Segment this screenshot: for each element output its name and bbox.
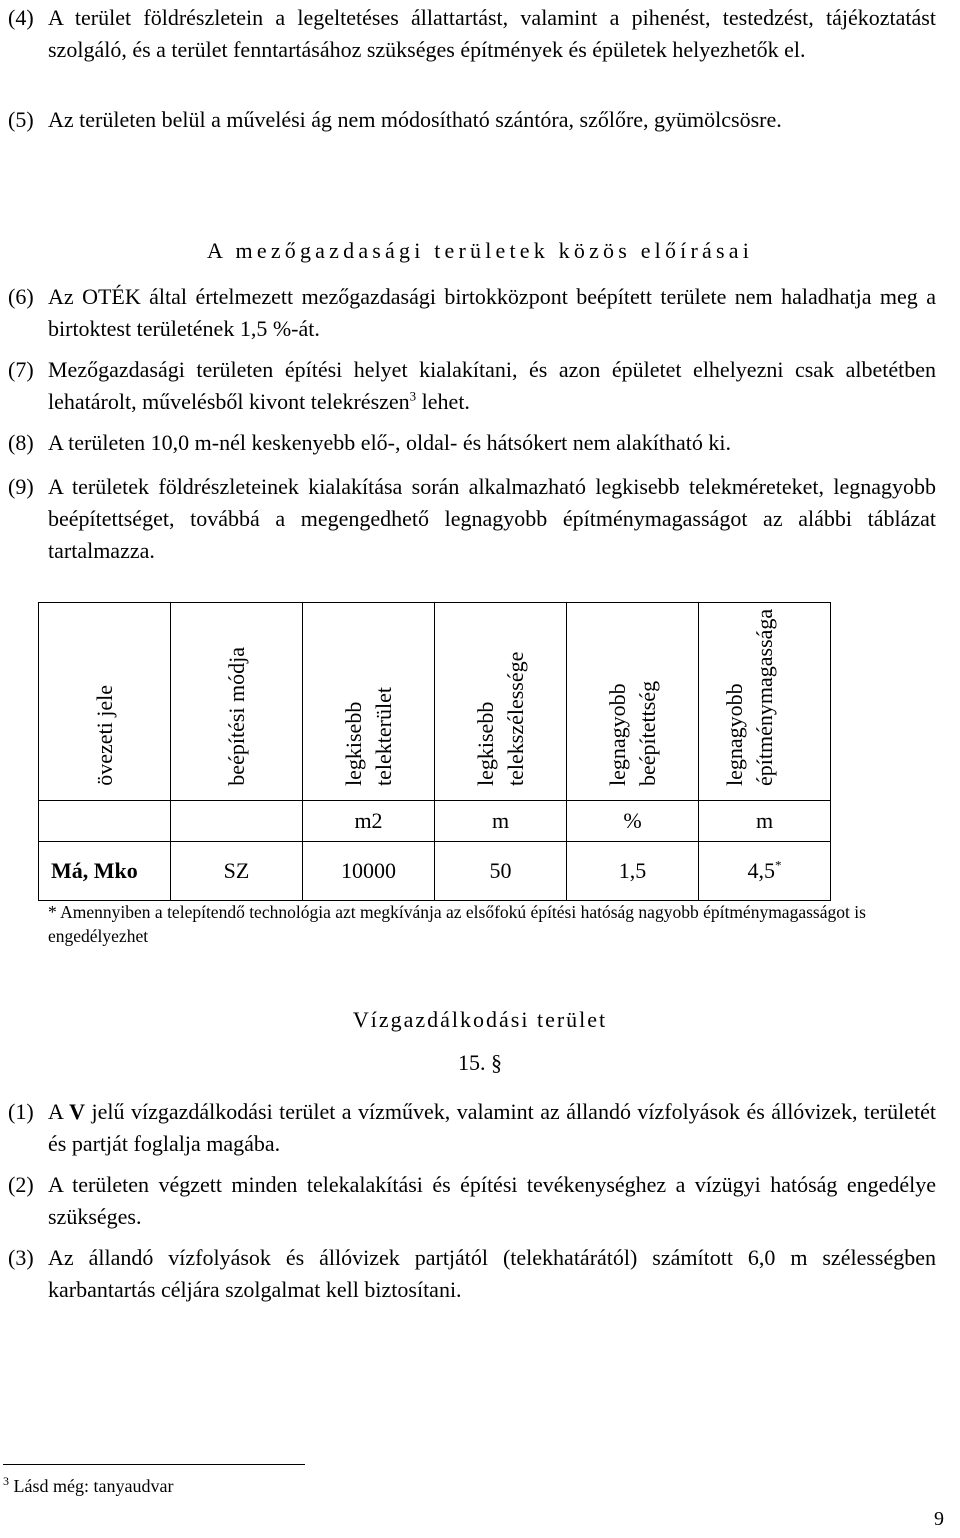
water-paragraph-1 (8, 1096, 936, 1160)
header-min-width: legkisebb telekszélessége (472, 651, 528, 786)
paragraph-text: A területen végzett minden telekalakítási és építési tevékenységhez a vízügyi hatóság engedélye szükséges. (48, 1172, 936, 1229)
table-cell: m (699, 801, 831, 842)
paragraph-text (48, 1096, 936, 1160)
paragraph-text-part: jelű vízgazdálkodási terület a vízművek, valamint az állandó vízfolyások és állóvizek, területét és partját foglalja magába. (48, 1099, 936, 1156)
zone-code-bold: V (69, 1099, 86, 1124)
max-height-value: 4,5 (747, 858, 775, 883)
paragraph-5 (8, 104, 936, 136)
regulation-table (38, 602, 831, 901)
paragraph-text: A területek földrészleteinek kialakítása során alkalmazható legkisebb telekméreteket, legnagyobb beépítettséget, továbbá a megengedhető legnagyobb építménymagasságot az alábbi táblázat tartalmazza. (48, 474, 936, 563)
paragraph-9 (8, 471, 936, 567)
table-row (39, 842, 831, 901)
paragraph-number: (7) (8, 357, 34, 382)
section-heading: A mezőgazdasági területek közös előírásai (206, 238, 754, 263)
water-paragraph-3 (8, 1242, 936, 1306)
paragraph-number: (6) (8, 284, 34, 309)
paragraph-text: Az OTÉK által értelmezett mezőgazdasági birtokközpont beépített területe nem haladhatja meg a birtoktest területének 1,5 %-át. (48, 284, 936, 341)
table-header-cell (699, 603, 831, 801)
section-number: 15. § (458, 1050, 502, 1075)
footnote-number: 3 (3, 1474, 9, 1488)
paragraph-number: (5) (8, 107, 34, 132)
table-cell (39, 801, 171, 842)
table-cell: m (435, 801, 567, 842)
paragraph-number: (1) (8, 1099, 34, 1124)
table-cell (171, 801, 303, 842)
table-cell-zone: Má, Mko (39, 842, 171, 901)
footnote (3, 1474, 173, 1497)
paragraph-text: A terület földrészletein a legeltetéses állattartást, valamint a pihenést, testedzést, tájékoztatást szolgáló, és a terület fenntartásához szükséges építmények és épületek helyezhetők el. (48, 5, 936, 62)
table-header-cell (435, 603, 567, 801)
header-max-height: legnagyobb építménymagassága (721, 608, 777, 786)
water-paragraph-2 (8, 1169, 936, 1233)
paragraph-text-part: Mezőgazdasági területen építési helyet kialakítani, és azon épületet elhelyezni csak albetétben lehatárolt, művelésből kivont telekrészen (48, 357, 936, 414)
table-cell-mode: SZ (171, 842, 303, 901)
page-number: 9 (934, 1508, 944, 1530)
paragraph-text-part: A (48, 1099, 70, 1124)
header-max-coverage: legnagyobb beépítettség (604, 680, 660, 786)
paragraph-6 (8, 281, 936, 345)
paragraph-number: (9) (8, 474, 34, 499)
table-note: * Amennyiben a telepítendő technológia azt megkívánja az elsőfokú építési hatóság nagyobb építménymagasságot is engedélyezhet (48, 902, 866, 946)
paragraph-7 (8, 354, 936, 418)
footnote-separator (3, 1464, 305, 1465)
footnote-reference: 3 (409, 388, 417, 404)
footnote-text: Lásd még: tanyaudvar (13, 1476, 174, 1496)
header-min-area: legkisebb telekterület (340, 687, 396, 786)
paragraph-text: Az állandó vízfolyások és állóvizek partjától (telekhatárától) számított 6,0 m szélességben karbantartás céljára szolgalmat kell biztosítani. (48, 1245, 936, 1302)
paragraph-text (48, 354, 936, 418)
table-header-cell (303, 603, 435, 801)
asterisk-mark: * (775, 857, 782, 873)
header-zone-code: övezeti jele (91, 685, 117, 786)
table-cell: m2 (303, 801, 435, 842)
paragraph-4 (8, 2, 936, 66)
table-units-row (39, 801, 831, 842)
table-header-cell (171, 603, 303, 801)
table-cell-min-area: 10000 (303, 842, 435, 901)
table-header-row (39, 603, 831, 801)
table-cell-max-coverage: 1,5 (567, 842, 699, 901)
paragraph-number: (2) (8, 1172, 34, 1197)
table-cell-max-height (699, 842, 831, 901)
header-building-mode: beépítési módja (223, 647, 249, 786)
table-cell-min-width: 50 (435, 842, 567, 901)
table-header-cell (567, 603, 699, 801)
paragraph-8 (8, 427, 936, 459)
paragraph-number: (4) (8, 5, 34, 30)
paragraph-text-part: lehet. (416, 389, 470, 414)
table-header-cell (39, 603, 171, 801)
water-section-title: Vízgazdálkodási terület (352, 1007, 608, 1032)
paragraph-text: Az területen belül a művelési ág nem módosítható szántóra, szőlőre, gyümölcsösre. (48, 107, 782, 132)
paragraph-number: (3) (8, 1245, 34, 1270)
table-cell: % (567, 801, 699, 842)
paragraph-number: (8) (8, 430, 34, 455)
paragraph-text: A területen 10,0 m-nél keskenyebb elő-, oldal- és hátsókert nem alakítható ki. (48, 430, 732, 455)
